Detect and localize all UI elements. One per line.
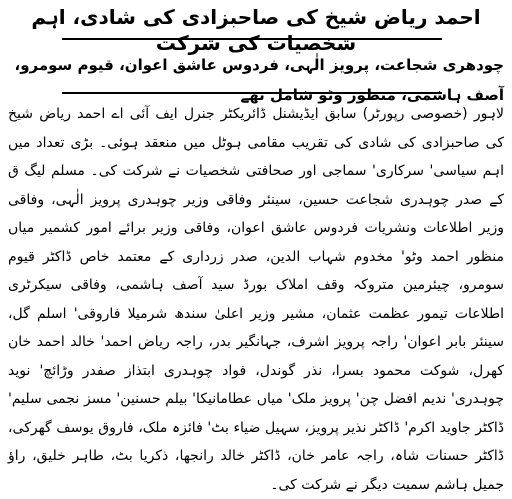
subheadline: چودھری شجاعت، پرویز الٰہی، فردوس عاشق اعوان، قیوم سومرو، آصف ہاشمی، منظور وٹو شامل تھے [14,56,504,104]
headline: احمد ریاض شیخ کی صاحبزادی کی شادی، اہم شخصیات کی شرکت [31,5,481,55]
divider-bottom [62,92,442,94]
article-body: لاہور (خصوصی رپورٹر) سابق ایڈیشنل ڈائریکٹر جنرل ایف آئی اے احمد ریاض شیخ کی صاحبزادی کی شادی کی تقریب مقامی ہوٹل میں منعقد ہوئی۔ بڑی تعداد میں اہم سیاسی' سرکاری' سماجی اور صحافتی شخصیات نے شرکت کی۔ مسلم لیگ ق کے صدر چوہدری شجاعت حسین، سینئر وفاقی وزیر چوہدری پرویز الٰہی، وفاقی وزیر اطلاعات ونشریات فردوس عاشق اعوان، وفاقی وزیر برائے امور کشمیر میاں منظور احمد وٹو' مخدوم شہاب الدین، صدر زرداری کے معتمد خاص ڈاکٹر قیوم سومرو، چیئرمین متروکہ وقف املاک بورڈ سید آصف ہاشمی، وفاقی سیکرٹری اطلاعات تیمور عظمت عثمان، مشیر وزیر اعلیٰ سندھ شرمیلا فاروقی' اسلم گل، سینئر بابر اعوان' راجہ پرویز اشرف، جہانگیر بدر، راجہ ریاض احمد' خالد احمد خان کھرل، شوکت محمود بسرا، نذر گوندل، فواد چوہدری ابتذاز صفدر وڑائچ' نوید چوہدری' ندیم افضل چن' پرویز ملک' میاں عطامانیکا' بیلم حسنین' مسز نجمی سلیم' ڈاکٹر جاوید اکرم' ڈاکٹر نذیر پرویز، سہیل ضیاء بٹ' فائزہ ملک، فاروق یوسف گھرکی، ڈاکٹر حسنات شاہ، راجہ عامر خان، ڈاکٹر خالد رانجھا، ذکریا بٹ، طاہر خلیق، راؤ جمیل ہاشم سمیت دیگر نے شرکت کی۔ [8,106,504,493]
divider-top [62,38,442,40]
